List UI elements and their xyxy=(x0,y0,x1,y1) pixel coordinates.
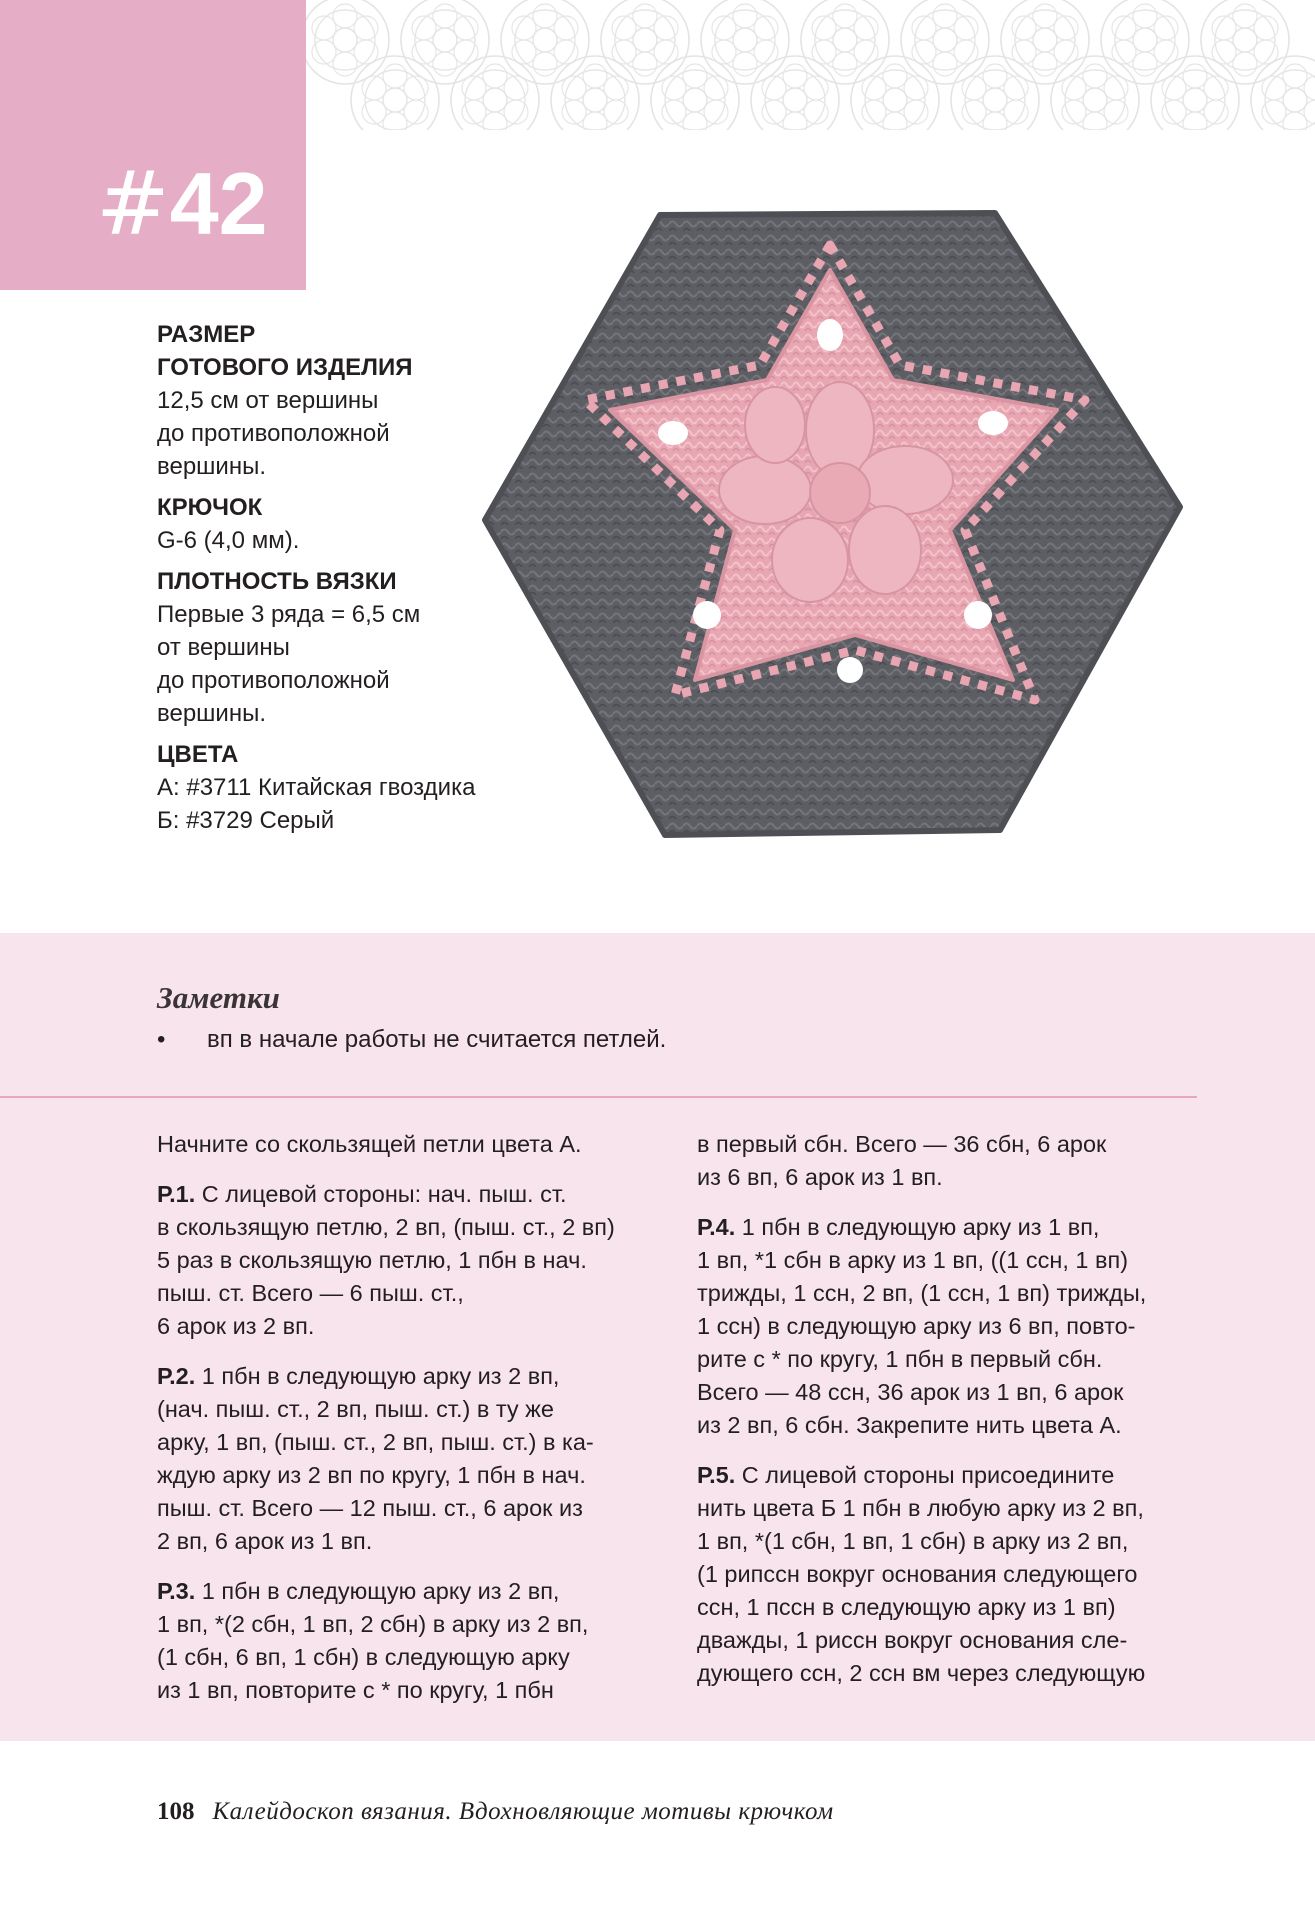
row-2-instructions xyxy=(157,1360,657,1558)
row-2-line: 1 пбн в следующую арку из 2 вп, xyxy=(195,1363,560,1389)
page-footer xyxy=(157,1798,834,1826)
row-3-line: 1 вп, *(2 сбн, 1 вп, 2 сбн) в арку из 2 вп, xyxy=(157,1611,589,1637)
instructions-right-column xyxy=(697,1128,1207,1707)
row-5-line: С лицевой стороны присоедините xyxy=(735,1462,1115,1488)
star-hole xyxy=(693,601,721,629)
size-line: 12,5 см от вершины xyxy=(157,387,379,414)
row-2-line: пыш. ст. Всего — 12 пыш. ст., 6 арок из xyxy=(157,1495,583,1521)
row-3-line: (1 сбн, 6 вп, 1 сбн) в следующую арку xyxy=(157,1644,570,1670)
size-line: до противоположной xyxy=(157,420,390,447)
hook-value: G-6 (4,0 мм). xyxy=(157,527,300,554)
bullet-icon: • xyxy=(157,1026,166,1053)
row-2-label: Р.2. xyxy=(157,1363,196,1389)
row-4-line: трижды, 1 ссн, 2 вп, (1 ссн, 1 вп) трижды, xyxy=(697,1280,1147,1306)
instructions-left-column xyxy=(157,1128,657,1724)
row-3-line: из 1 вп, повторите с * по кругу, 1 пбн xyxy=(157,1677,554,1703)
note-item: вп в начале работы не считается петлей. xyxy=(207,1026,667,1053)
pattern-hash: # xyxy=(96,152,170,255)
page-number: 108 xyxy=(157,1798,195,1825)
gauge-line: от вершины xyxy=(157,634,290,661)
row-4-line: Всего — 48 ссн, 36 арок из 1 вп, 6 арок xyxy=(697,1379,1124,1405)
row-3-instructions xyxy=(157,1575,657,1707)
row-5-line: дважды, 1 риссн вокруг основания сле- xyxy=(697,1627,1128,1653)
crochet-hexagon-photo xyxy=(445,175,1215,875)
row-1-line: 5 раз в скользящую петлю, 1 пбн в нач. xyxy=(157,1247,587,1273)
row-4-instructions xyxy=(697,1211,1207,1442)
star-hole xyxy=(658,421,688,445)
hook-heading: КРЮЧОК xyxy=(157,494,263,521)
color-b: Б: #3729 Серый xyxy=(157,807,335,834)
star-hole xyxy=(837,657,863,683)
row-4-line: 1 ссн) в следующую арку из 6 вп, повто- xyxy=(697,1313,1136,1339)
row-4-line: 1 вп, *1 сбн в арку из 1 вп, ((1 ссн, 1 вп) xyxy=(697,1247,1129,1273)
star-hole xyxy=(817,319,843,351)
size-line: вершины. xyxy=(157,453,267,480)
gauge-line: вершины. xyxy=(157,700,267,727)
row-5-line: ссн, 1 пссн в следующую арку из 1 вп) xyxy=(697,1594,1116,1620)
gauge-heading: ПЛОТНОСТЬ ВЯЗКИ xyxy=(157,568,397,595)
row-5-instructions xyxy=(697,1459,1207,1690)
color-a: А: #3711 Китайская гвоздика xyxy=(157,774,476,801)
row-2-line: арку, 1 вп, (пыш. ст., 2 вп, пыш. ст.) в ка- xyxy=(157,1429,594,1455)
row-1-instructions xyxy=(157,1178,657,1343)
notes-title: Заметки xyxy=(157,980,280,1015)
section-divider xyxy=(0,1096,1197,1098)
row-5-line: 1 вп, *(1 сбн, 1 вп, 1 сбн) в арку из 2 вп, xyxy=(697,1528,1129,1554)
pattern-number xyxy=(96,152,268,255)
star-hole xyxy=(964,601,992,629)
row-2-line: (нач. пыш. ст., 2 вп, пыш. ст.) в ту же xyxy=(157,1396,554,1422)
row-2-line: ждую арку из 2 вп по кругу, 1 пбн в нач. xyxy=(157,1462,586,1488)
row-3-continued xyxy=(697,1128,1207,1194)
lace-border-decoration xyxy=(305,0,1315,130)
row-2-line: 2 вп, 6 арок из 1 вп. xyxy=(157,1528,373,1554)
row-5-line: дующего ссн, 2 ссн вм через следующую xyxy=(697,1660,1146,1686)
row-5-line: нить цвета Б 1 пбн в любую арку из 2 вп, xyxy=(697,1495,1144,1521)
row-1-line: С лицевой стороны: нач. пыш. ст. xyxy=(195,1181,567,1207)
row-3-line: 1 пбн в следующую арку из 2 вп, xyxy=(195,1578,560,1604)
size-heading-line-2: ГОТОВОГО ИЗДЕЛИЯ xyxy=(157,354,413,381)
row-4-line: рите с * по кругу, 1 пбн в первый сбн. xyxy=(697,1346,1103,1372)
gauge-line: Первые 3 ряда = 6,5 см xyxy=(157,601,421,628)
row-3-line: в первый сбн. Всего — 36 сбн, 6 арок xyxy=(697,1131,1107,1157)
row-1-line: пыш. ст. Всего — 6 пыш. ст., xyxy=(157,1280,464,1306)
row-4-label: Р.4. xyxy=(697,1214,736,1240)
star-hole xyxy=(978,411,1008,435)
row-4-line: из 2 вп, 6 сбн. Закрепите нить цвета А. xyxy=(697,1412,1122,1438)
row-1-line: 6 арок из 2 вп. xyxy=(157,1313,315,1339)
gauge-line: до противоположной xyxy=(157,667,390,694)
intro-text: Начните со скользящей петли цвета А. xyxy=(157,1131,582,1157)
row-5-line: (1 рипссн вокруг основания следующего xyxy=(697,1561,1138,1587)
row-4-line: 1 пбн в следующую арку из 1 вп, xyxy=(735,1214,1100,1240)
book-title: Калейдоскоп вязания. Вдохновляющие мотивы крючком xyxy=(212,1798,834,1825)
colors-heading: ЦВЕТА xyxy=(157,741,239,768)
row-1-label: Р.1. xyxy=(157,1181,196,1207)
pattern-number-value: 42 xyxy=(169,154,268,253)
row-1-line: в скользящую петлю, 2 вп, (пыш. ст., 2 вп) xyxy=(157,1214,615,1240)
size-heading-line-1: РАЗМЕР xyxy=(157,321,256,348)
row-5-label: Р.5. xyxy=(697,1462,736,1488)
row-3-label: Р.3. xyxy=(157,1578,196,1604)
row-3-line: из 6 вп, 6 арок из 1 вп. xyxy=(697,1164,943,1190)
